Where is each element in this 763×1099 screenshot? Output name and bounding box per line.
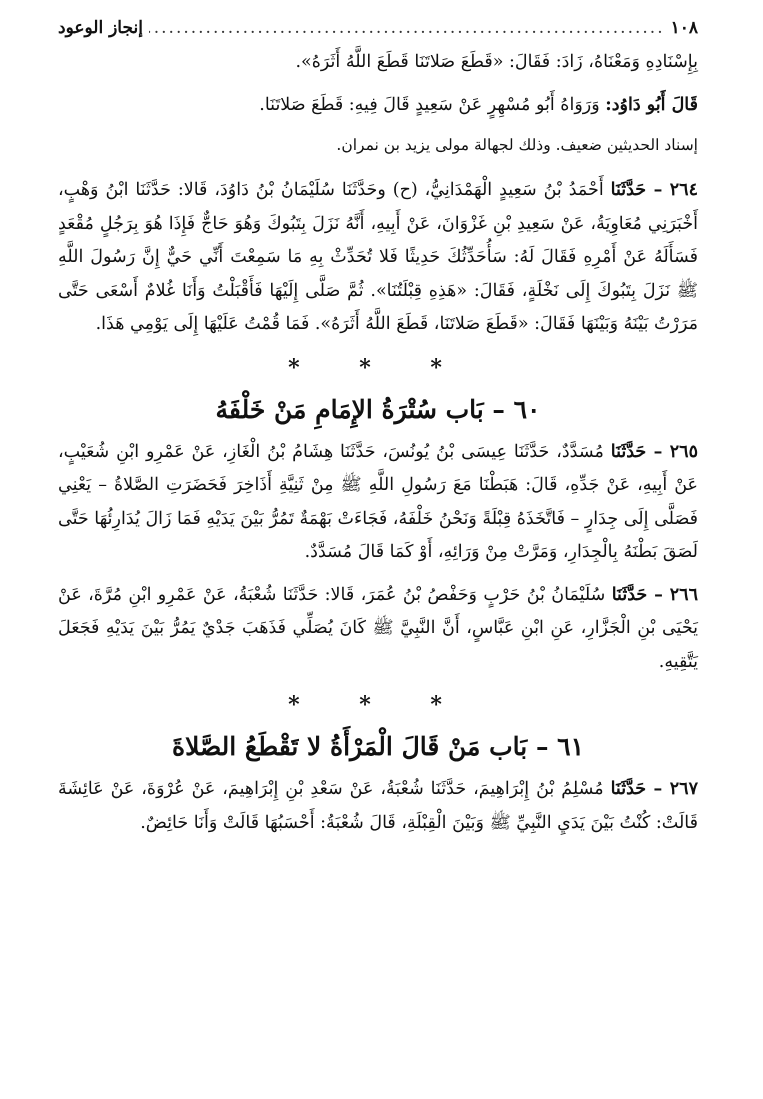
hadith-265 bbox=[58, 436, 698, 570]
header-leader-dots bbox=[149, 18, 665, 38]
paragraph-abu-dawud-note bbox=[58, 89, 698, 123]
section-separator-stars: * * * bbox=[288, 354, 468, 381]
running-header bbox=[58, 18, 698, 46]
chapter-heading-61: ٦١ – بَاب مَنْ قَالَ الْمَرْأَةُ لا تَقْطَعُ الصَّلاةَ bbox=[171, 732, 585, 761]
hadith-264 bbox=[58, 174, 698, 342]
book-title: إنجاز الوعود bbox=[58, 18, 143, 38]
paragraph-text: بِإِسْنَادِهِ وَمَعْنَاهُ، زَادَ: فَقَالَ: «قَطَعَ صَلاتَنَا قَطَعَ اللَّهُ أَثَرَهُ». bbox=[295, 52, 698, 72]
chapter-heading-60: ٦٠ – بَاب سُتْرَةُ الإِمَامِ مَنْ خَلْفَهُ bbox=[215, 394, 541, 424]
hadith-lead: ٢٦٥ – حَدَّثَنَا bbox=[610, 441, 698, 462]
hadith-266 bbox=[58, 579, 698, 680]
paragraph-text: وَرَوَاهُ أَبُو مُسْهِرٍ عَنْ سَعِيدٍ قَالَ فِيهِ: قَطَعَ صَلاتَنَا. bbox=[259, 94, 600, 115]
hadith-text: مُسْلِمُ بْنُ إِبْرَاهِيمَ، حَدَّثَنَا شُعْبَةُ، عَنْ سَعْدِ بْنِ إِبْرَاهِيمَ، عَنْ عُرْوَةَ، عَنْ عَائِشَةَ قَالَتْ: كُنْتُ بَيْنَ يَدَيِ النَّبِيِّ ﷺ وَبَيْنَ الْقِبْلَةِ، قَالَ شُعْبَةُ: أَحْسَبُهَا قَالَتْ وَأَنَا حَائِضٌ. bbox=[58, 779, 698, 833]
hadith-text: سُلَيْمَانُ بْنُ حَرْبٍ وَحَفْصُ بْنُ عُمَرَ، قَالا: حَدَّثَنَا شُعْبَةُ، عَنْ عَمْرِو ابْنِ مُرَّةَ، عَنْ يَحْيَى بْنِ الْجَزَّارِ، عَنِ ابْنِ عَبَّاسٍ، أَنَّ النَّبِيَّ ﷺ كَانَ يُصَلِّي فَذَهَبَ جَدْيٌ يَمُرُّ بَيْنَ يَدَيْهِ فَجَعَلَ يَتَّقِيهِ. bbox=[58, 584, 698, 672]
paragraph-lead: قَالَ أَبُو دَاوُد: bbox=[605, 94, 698, 115]
hadith-267 bbox=[58, 773, 698, 840]
paragraph-continuation bbox=[58, 46, 698, 80]
section-separator-stars: * * * bbox=[288, 692, 468, 718]
page-number: ١٠٨ bbox=[670, 18, 698, 38]
editor-note bbox=[58, 130, 698, 160]
note-text: إسناد الحديثين ضعيف. وذلك لجهالة مولى يزيد بن نمران. bbox=[336, 136, 698, 154]
hadith-text: أَحْمَدُ بْنُ سَعِيدٍ الْهَمْدَانِيُّ، (ح) وحَدَّثَنَا سُلَيْمَانُ بْنُ دَاوُدَ، قَالا: حَدَّثَنَا ابْنُ وَهْبٍ، أَخْبَرَنِي مُعَاوِيَةُ، عَنْ سَعِيدِ بْنِ غَزْوَانَ، عَنْ أَبِيهِ، أَنَّهُ نَزَلَ بِتَبُوكَ وَهُوَ حَاجٌّ فَإِذَا هُوَ بِرَجُلٍ مُقْعَدٍ فَسَأَلَهُ عَنْ أَمْرِهِ فَقَالَ لَهُ: سَأُحَدِّثُكَ حَدِيثًا فَلا تُحَدِّثْ بِهِ مَا سَمِعْتَ أَنِّي حَيٌّ إِنَّ رَسُولَ اللَّهِ ﷺ نَزَلَ بِتَبُوكَ إِلَى نَخْلَةٍ، فَقَالَ: «هَذِهِ قِبْلَتُنَا». ثُمَّ صَلَّى إِلَيْهَا فَأَقْبَلْتُ وَأَنَا غُلامٌ أَسْعَى حَتَّى مَرَرْتُ بَيْنَهُ وَبَيْنَهَا فَقَالَ: «قَطَعَ صَلاتَنَا، قَطَعَ اللَّهُ أَثَرَهُ». فَمَا قُمْتُ عَلَيْهَا إِلَى يَوْمِي هَذَا. bbox=[58, 180, 698, 334]
hadith-lead: ٢٦٤ – حَدَّثَنَا bbox=[610, 180, 698, 200]
hadith-lead: ٢٦٦ – حَدَّثَنَا bbox=[611, 584, 698, 605]
book-page bbox=[58, 18, 698, 1078]
hadith-text: مُسَدَّدٌ، حَدَّثَنَا عِيسَى بْنُ يُونُسَ، حَدَّثَنَا هِشَامُ بْنُ الْغَازِ، عَنْ عَمْرِو ابْنِ شُعَيْبٍ، عَنْ أَبِيهِ، عَنْ جَدِّهِ، قَالَ: هَبَطْنَا مَعَ رَسُولِ اللَّهِ ﷺ مِنْ ثَنِيَّةِ أَذَاخِرَ فَحَضَرَتِ الصَّلاةُ – يَعْنِي فَصَلَّى إِلَى جِدَارٍ – فَاتَّخَذَهُ قِبْلَةً وَنَحْنُ خَلْفَهُ، فَجَاءَتْ بَهْمَةٌ تَمُرُّ بَيْنَ يَدَيْهِ فَمَا زَالَ يُدَارِئُهَا حَتَّى لَصَقَ بَطْنَهُ بِالْجِدَارِ، وَمَرَّتْ مِنْ وَرَائِهِ، أَوْ كَمَا قَالَ مُسَدَّدٌ. bbox=[58, 441, 698, 562]
hadith-lead: ٢٦٧ – حَدَّثَنَا bbox=[610, 779, 698, 799]
